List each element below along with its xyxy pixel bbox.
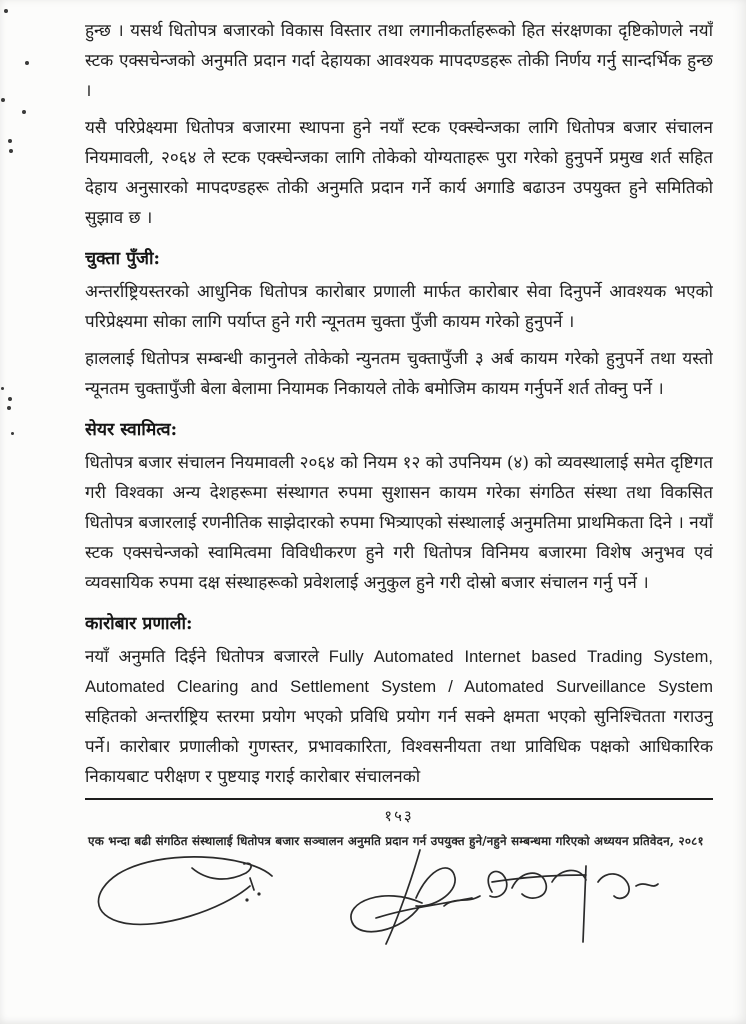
- margin-speck: [1, 387, 4, 390]
- page-number: १५३: [384, 807, 414, 825]
- margin-speck: [7, 406, 11, 410]
- signature-right: [488, 866, 658, 942]
- margin-speck: [25, 61, 29, 65]
- trading-system-nepali-lead: नयाँ अनुमति दिईने धितोपत्र बजारले: [85, 647, 329, 667]
- paragraph-capital-2: हाललाई धितोपत्र सम्बन्धी कानुनले तोकेको न्युनतम चुक्तापुँजी ३ अर्ब कायम गरेको हुनुपर्ने तथा यस्तो न्यूनतम चुक्तापुँजी बेला बेलामा नियामक निकायले तोके बमोजिम कायम गर्नुपर्ने शर्त तोक्नु पर्ने ।: [85, 349, 713, 399]
- margin-speck: [1, 98, 5, 102]
- margin-speck: [9, 149, 13, 153]
- paragraph-ownership: धितोपत्र बजार संचालन नियमावली २०६४ को नियम १२ को उपनियम (४) को व्यवस्थालाई समेत दृष्टिगत गरी विश्वका अन्य देशहरूमा संस्थागत रुपमा सुशासन कायम गरेका संगठित संस्था तथा विकसित धितोपत्र बजारलाई रणनीतिक साझेदारको रुपमा भित्र्याएको संस्थालाई अनुमतिमा प्राथमिकता दिने । नयाँ स्टक एक्सचेन्जको स्वामित्वमा विविधीकरण हुने गरी धितोपत्र विनिमय बजारमा विशेष अनुभव एवं व्यवसायिक रुपमा दक्ष संस्थाहरूको प्रवेशलाई अनुकुल हुने गरी दोस्रो बजार संचालन गर्नु पर्ने ।: [85, 453, 713, 593]
- margin-speck: [11, 432, 14, 435]
- paragraph-intro-2: यसै परिप्रेक्ष्यमा धितोपत्र बजारमा स्थापना हुने नयाँ स्टक एक्स्चेन्जका लागि धितोपत्र बजार संचालन नियमावली, २०६४ ले स्टक एक्स्चेन्जका लागि तोकेको योग्यताहरू पुरा गरेको हुनुपर्ने प्रमुख शर्त सहित देहाय अनुसारको मापदण्डहरू तोकी अनुमति प्रदान गर्ने कार्य अगाडि बढाउन उपयुक्त हुने समितिको सुझाव छ ।: [85, 118, 713, 228]
- paragraph-trading-system: [85, 642, 713, 792]
- trading-system-nepali-tail: सहितको अन्तर्राष्ट्रिय स्तरमा प्रयोग भएको प्रविधि प्रयोग गर्न सक्ने क्षमता भएको सुनिश्चितता गराउनु पर्ने। कारोबार प्रणालीको गुणस्तर, प्रभावकारिता, विश्वसनीयता तथा प्राविधिक पक्षको आधिकारिक निकायबाट परीक्षण र पुष्टयाइ गराई कारोबार संचालनको: [85, 707, 713, 787]
- section-heading-share-ownership: सेयर स्वामित्व:: [85, 420, 178, 440]
- document-body: [85, 16, 713, 798]
- signature-middle: [351, 850, 480, 944]
- trading-system-english-terms: Fully Automated Internet based Trading System, Automated Clearing and Settlement System / Automated Surveillance System: [85, 648, 713, 696]
- section-heading-trading-system: कारोबार प्रणाली:: [85, 614, 193, 634]
- paragraph-capital-1: अन्तर्राष्ट्रियस्तरको आधुनिक धितोपत्र कारोबार प्रणाली मार्फत कारोबार सेवा दिनुपर्ने आवश्यक भएको परिप्रेक्ष्यमा सोका लागि पर्याप्त हुने गरी न्यूनतम चुक्ता पुँजी कायम गरेको हुनुपर्ने ।: [85, 282, 713, 332]
- signatures-block: [0, 848, 746, 948]
- margin-speck: [22, 110, 26, 114]
- footer-divider-rule: [85, 798, 713, 800]
- report-footer-title: एक भन्दा बढी संगठित संस्थालाई धितोपत्र बजार सञ्चालन अनुमति प्रदान गर्न उपयुक्त हुने/नहुने सम्बन्धमा गरिएको अध्ययन प्रतिवेदन, २०८१: [88, 834, 704, 848]
- paragraph-intro-continuation: हुन्छ । यसर्थ धितोपत्र बजारको विकास विस्तार तथा लगानीकर्ताहरूको हित संरक्षणका दृष्टिकोणले नयाँ स्टक एक्सचेन्जको अनुमति प्रदान गर्दा देहायका आवश्यक मापदण्डहरू तोकी निर्णय गर्नु सान्दर्भिक हुन्छ ।: [85, 21, 713, 101]
- section-heading-paid-up-capital: चुक्ता पुँजी:: [85, 249, 161, 269]
- margin-speck: [8, 397, 12, 401]
- signature-left: [98, 857, 272, 925]
- margin-speck: [4, 9, 8, 13]
- margin-speck: [8, 139, 12, 143]
